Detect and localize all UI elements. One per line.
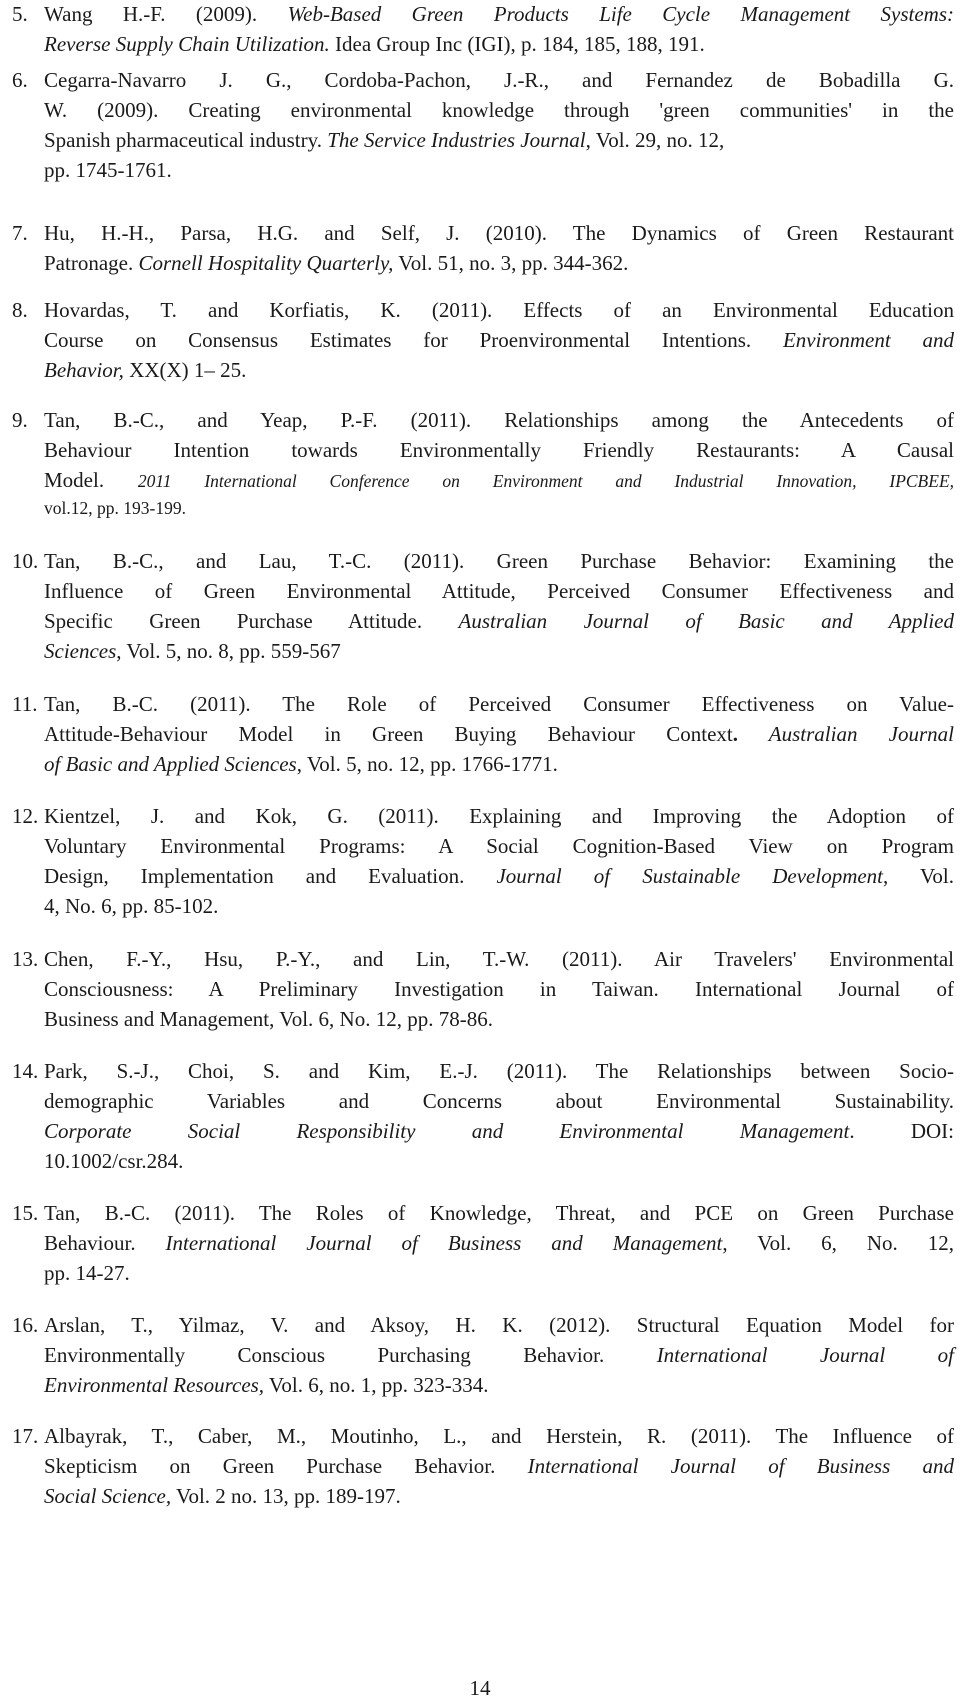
text-segment: Environmentally Conscious Purchasing Behavior. — [44, 1343, 657, 1367]
reference-number: 14. — [12, 1059, 39, 1083]
reference-line — [44, 748, 558, 780]
text-segment: Influence of Green Environmental Attitude, Perceived Consumer Effectiveness and — [44, 579, 954, 603]
reference-line — [44, 1257, 130, 1289]
reference-line — [44, 1309, 954, 1341]
text-segment: . — [732, 722, 738, 746]
text-segment: 10.1002/csr.284. — [44, 1149, 184, 1173]
italic-text-segment: Australian Journal — [737, 722, 954, 746]
reference-line — [44, 890, 218, 922]
reference-line — [44, 1480, 401, 1512]
reference-line — [44, 545, 954, 577]
reference-line — [44, 800, 954, 832]
text-segment: Wang H.-F. (2009). — [44, 2, 288, 26]
reference-line — [44, 973, 954, 1005]
text-segment: Park, S.-J., Choi, S. and Kim, E.-J. (2011). The Relationships between Socio- — [44, 1059, 954, 1083]
reference-number: 6. — [12, 68, 28, 92]
italic-text-segment: Environmental Resources, — [44, 1373, 265, 1397]
page-number: 14 — [469, 1676, 491, 1700]
italic-text-segment: Cornell Hospitality Quarterly, — [138, 251, 394, 275]
reference-line — [44, 492, 186, 524]
text-segment: Design, Implementation and Evaluation. — [44, 864, 497, 888]
text-segment: Tan, B.-C. (2011). The Roles of Knowledge, Threat, and PCE on Green Purchase — [44, 1201, 954, 1225]
text-segment: pp. 14-27. — [44, 1261, 130, 1285]
reference-line — [44, 1227, 954, 1259]
reference-line — [44, 1369, 488, 1401]
reference-line — [44, 605, 954, 637]
reference-line — [44, 28, 705, 60]
italic-text-segment: Australian Journal of Basic and Applied — [458, 609, 955, 633]
text-segment: Tan, B.-C., and Lau, T.-C. (2011). Green Purchase Behavior: Examining the — [44, 549, 954, 573]
italic-text-segment: Sciences — [44, 639, 117, 663]
text-segment: Vol. 6, no. 1, pp. 323-334. — [264, 1373, 489, 1397]
text-segment: Hovardas, T. and Korfiatis, K. (2011). Effects of an Environmental Education — [44, 298, 954, 322]
text-segment: Skepticism on Green Purchase Behavior. — [44, 1454, 528, 1478]
text-segment: Specific Green Purchase Attitude. — [44, 609, 459, 633]
text-segment: Behaviour. — [44, 1231, 166, 1255]
italic-text-segment: International Journal of Business and Management — [165, 1231, 723, 1255]
text-segment: Idea Group Inc (IGI), p. 184, 185, 188, 191. — [329, 32, 705, 56]
text-segment: . DOI: — [849, 1119, 954, 1143]
text-segment: Tan, B.-C., and Yeap, P.-F. (2011). Relationships among the Antecedents of — [44, 408, 954, 432]
reference-line — [44, 1003, 493, 1035]
reference-line — [44, 324, 954, 356]
italic-text-segment: Behavior, — [44, 358, 124, 382]
reference-number: 8. — [12, 298, 28, 322]
text-segment: , Vol. 6, No. 12, — [722, 1231, 954, 1255]
text-segment: , Vol. — [883, 864, 954, 888]
text-segment: Arslan, T., Yilmaz, V. and Aksoy, H. K. (2012). Structural Equation Model for — [44, 1313, 954, 1337]
reference-line — [44, 154, 172, 186]
italic-text-segment: Social Science, — [44, 1484, 172, 1508]
reference-line — [44, 1450, 954, 1482]
reference-line — [44, 0, 954, 30]
text-segment: W. (2009). Creating environmental knowledge through 'green communities' in the — [44, 98, 954, 122]
text-segment: Business and Management, Vol. 6, No. 12, pp. 78-86. — [44, 1007, 493, 1031]
text-segment: Albayrak, T., Caber, M., Moutinho, L., and Herstein, R. (2011). The Influence of — [44, 1424, 954, 1448]
reference-line — [44, 830, 954, 862]
italic-text-segment: Corporate Social Responsibility and Environmental Management — [44, 1119, 850, 1143]
reference-line — [44, 860, 954, 892]
italic-text-segment: Web-Based Green Products Life Cycle Management Systems: — [287, 2, 954, 26]
text-segment: Spanish pharmaceutical industry. — [44, 128, 328, 152]
text-segment: pp. 1745-1761. — [44, 158, 172, 182]
text-segment: Vol. 51, no. 3, pp. 344-362. — [393, 251, 629, 275]
text-segment: Vol. 2 no. 13, pp. 189-197. — [171, 1484, 401, 1508]
reference-line — [44, 1055, 954, 1087]
text-segment: Tan, B.-C. (2011). The Role of Perceived Consumer Effectiveness on Value- — [44, 692, 954, 716]
italic-text-segment: Environment and — [782, 328, 954, 352]
reference-line — [44, 94, 954, 126]
reference-line — [44, 64, 954, 96]
text-segment: 4, No. 6, pp. 85-102. — [44, 894, 219, 918]
text-segment: vol.12, pp. 193-199. — [44, 498, 186, 518]
reference-line — [44, 1197, 954, 1229]
reference-line — [44, 718, 954, 750]
reference-line — [44, 1145, 183, 1177]
reference-line — [44, 217, 954, 249]
text-segment: Consciousness: A Preliminary Investigation in Taiwan. International Journal of — [44, 977, 954, 1001]
text-segment: demographic Variables and Concerns about Environmental Sustainability. — [44, 1089, 954, 1113]
reference-line — [44, 575, 954, 607]
reference-line — [44, 1115, 954, 1147]
text-segment: Model. — [44, 468, 138, 492]
italic-text-segment: Journal of Sustainable Development — [496, 864, 884, 888]
text-segment: Chen, F.-Y., Hsu, P.-Y., and Lin, T.-W. (2011). Air Travelers' Environmental — [44, 947, 954, 971]
reference-line — [44, 294, 954, 326]
italic-text-segment: The Service Industries Journal — [327, 128, 586, 152]
text-segment: , Vol. 5, no. 12, pp. 1766-1771. — [296, 752, 558, 776]
text-segment: Attitude-Behaviour Model in Green Buying Behaviour Context — [44, 722, 733, 746]
text-segment: XX(X) 1– 25. — [123, 358, 247, 382]
reference-line — [44, 354, 246, 386]
text-segment: Cegarra-Navarro J. G., Cordoba-Pachon, J.-R., and Fernandez de Bobadilla G. — [44, 68, 954, 92]
text-segment: Hu, H.-H., Parsa, H.G. and Self, J. (2010). The Dynamics of Green Restaurant — [44, 221, 954, 245]
reference-number: 15. — [12, 1201, 39, 1225]
reference-number: 17. — [12, 1424, 39, 1448]
reference-number: 13. — [12, 947, 39, 971]
text-segment: , Vol. 29, no. 12, — [585, 128, 725, 152]
text-segment: Patronage. — [44, 251, 139, 275]
italic-text-segment: Reverse Supply Chain Utilization. — [44, 32, 330, 56]
reference-line — [44, 247, 628, 279]
reference-number: 9. — [12, 408, 28, 432]
italic-text-segment: of Basic and Applied Sciences — [44, 752, 297, 776]
reference-line — [44, 1420, 954, 1452]
reference-number: 16. — [12, 1313, 39, 1337]
text-segment: Kientzel, J. and Kok, G. (2011). Explaining and Improving the Adoption of — [44, 804, 954, 828]
reference-line — [44, 434, 954, 466]
reference-line — [44, 124, 724, 156]
reference-number: 7. — [12, 221, 28, 245]
reference-line — [44, 1339, 954, 1371]
reference-number: 10. — [12, 549, 39, 573]
reference-number: 5. — [12, 2, 28, 26]
reference-line — [44, 635, 341, 667]
reference-line — [44, 1085, 954, 1117]
italic-text-segment: International Journal of — [656, 1343, 954, 1367]
text-segment: Voluntary Environmental Programs: A Social Cognition-Based View on Program — [44, 834, 954, 858]
reference-number: 11. — [12, 692, 38, 716]
text-segment: , Vol. 5, no. 8, pp. 559-567 — [116, 639, 341, 663]
text-segment: Course on Consensus Estimates for Proenvironmental Intentions. — [44, 328, 783, 352]
reference-number: 12. — [12, 804, 39, 828]
italic-text-segment: 2011 International Conference on Environment and Industrial Innovation, IPCBEE, — [137, 471, 955, 491]
reference-line — [44, 943, 954, 975]
reference-line — [44, 404, 954, 436]
italic-text-segment: International Journal of Business and — [527, 1454, 954, 1478]
text-segment: Behaviour Intention towards Environmentally Friendly Restaurants: A Causal — [44, 438, 954, 462]
reference-line — [44, 688, 954, 720]
